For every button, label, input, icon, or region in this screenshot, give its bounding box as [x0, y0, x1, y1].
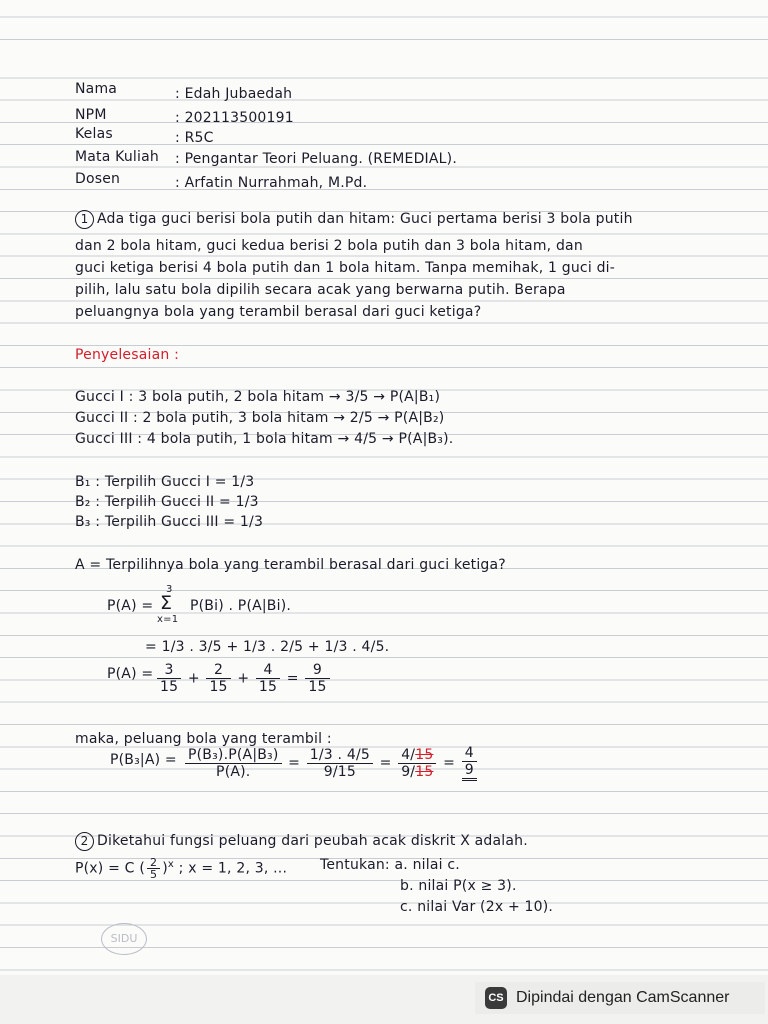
- bayes-right-numerator: 4/15: [398, 747, 436, 764]
- sigma-lower: x=1: [157, 614, 179, 625]
- maka-line: maka, peluang bola yang terambil :: [75, 731, 332, 747]
- frac-1-den: 15: [160, 679, 179, 695]
- bayes-lhs: P(B₃|A) =: [110, 752, 177, 768]
- sigma-symbol: Σ: [160, 592, 173, 614]
- q1-line-5: peluangnya bola yang terambil berasal dari guci ketiga?: [75, 304, 482, 320]
- q1-line-4: pilih, lalu satu bola dipilih secara acak yang berwarna putih. Berapa: [75, 282, 566, 298]
- sigma-upper: 3: [166, 584, 173, 595]
- bayes-denominator: P(A).: [216, 763, 251, 780]
- npm-value: : 202113500191: [175, 110, 294, 126]
- pmf-exponent: x: [167, 858, 174, 870]
- frac-3-den: 15: [258, 679, 278, 695]
- answer-numerator: 4: [462, 745, 477, 762]
- guci-1: Gucci I : 3 bola putih, 2 bola hitam → 3/5 → P(A|B₁): [75, 389, 441, 405]
- bayes-numerator: P(B₃).P(A|B₃): [185, 747, 282, 764]
- a-definition: A = Terpilihnya bola yang terambil berasal dari guci ketiga?: [75, 557, 506, 573]
- pa-frac-sum: $\frac{3}{15}$ + $\frac{2}{15}$ + $\frac{4}{15}$ = $\frac{9}{15}$: [155, 662, 332, 695]
- guci-3: Gucci III : 4 bola putih, 1 bola hitam → 4/5 → P(A|B₃).: [75, 431, 454, 447]
- q1-line-3: guci ketiga berisi 4 bola putih dan 1 bola hitam. Tanpa memihak, 1 guci di-: [75, 260, 615, 276]
- q2-number: 2: [75, 832, 94, 851]
- answer-denominator: 9: [464, 762, 474, 778]
- camscanner-watermark: [475, 982, 765, 1014]
- frac-2-den: 15: [209, 679, 228, 695]
- q1-line-2: dan 2 bola hitam, guci kedua berisi 2 bola putih dan 3 bola hitam, dan: [75, 238, 583, 254]
- pmf-lhs: P(x) = C: [75, 860, 135, 877]
- q2-part-b: b. nilai P(x ≥ 3).: [400, 878, 517, 894]
- q2-line-1: 2 Diketahui fungsi peluang dari peubah acak diskrit X adalah.: [75, 832, 528, 851]
- kelas-label: Kelas: [75, 126, 113, 142]
- pa-frac-lhs: P(A) =: [107, 666, 154, 682]
- q1-number: 1: [75, 210, 94, 229]
- frac-1-num: 3: [157, 662, 181, 679]
- kelas-value: : R5C: [175, 130, 214, 146]
- bayes-main-frac: $\frac{\text{P(B₃).P(A|B₃)}}{P(A).}$ = $\frac{1/3 . 4/5}{9/15}$ = $\frac{4/15}{9/15}$ = $\frac{4}{9}$: [183, 745, 479, 781]
- nama-label: Nama: [75, 81, 118, 97]
- frac-sum-den: 15: [308, 679, 327, 695]
- pa-rhs: P(Bi) . P(A|Bi).: [190, 598, 292, 614]
- bayes-right-denominator: 9/15: [401, 763, 434, 780]
- q2-part-c: c. nilai Var (2x + 10).: [400, 899, 554, 915]
- b2-line: B₂ : Terpilih Gucci II = 1/3: [75, 494, 259, 510]
- frac-sum-num: 9: [305, 662, 329, 679]
- q2-tentukan-a: Tentukan: a. nilai c.: [320, 857, 460, 873]
- q2-pmf: P(x) = C ( $\frac{2}{5}$ )$^x$ ; x = 1, 2, 3, ...: [75, 856, 288, 881]
- frac-2-num: 2: [206, 662, 230, 679]
- pmf-domain: ; x = 1, 2, 3, ...: [178, 860, 288, 877]
- pmf-frac-den: 5: [149, 868, 158, 881]
- matkul-value: : Pengantar Teori Peluang. (REMEDIAL).: [175, 151, 457, 167]
- camscanner-logo-icon: CS: [485, 987, 507, 1009]
- dosen-value: : Arfatin Nurrahmah, M.Pd.: [175, 175, 368, 191]
- camscanner-text: Dipindai dengan CamScanner: [516, 989, 730, 1006]
- bayes-mid-denominator: 9/15: [323, 763, 356, 780]
- matkul-label: Mata Kuliah: [75, 149, 159, 165]
- frac-3-num: 4: [256, 662, 280, 679]
- nama-value: : Edah Jubaedah: [175, 86, 293, 102]
- bayes-mid-numerator: 1/3 . 4/5: [307, 747, 373, 764]
- b3-line: B₃ : Terpilih Gucci III = 1/3: [75, 514, 264, 530]
- dosen-label: Dosen: [75, 171, 121, 187]
- pa-expansion: = 1/3 . 3/5 + 1/3 . 2/5 + 1/3 . 4/5.: [145, 639, 390, 655]
- pmf-frac-num: 2: [147, 857, 160, 869]
- q1-line-1: 1 Ada tiga guci berisi bola putih dan hitam: Guci pertama berisi 3 bola putih: [75, 210, 633, 229]
- notebook-stamp-logo: SIDU: [101, 923, 147, 955]
- solution-heading: Penyelesaian :: [75, 347, 180, 363]
- pa-lhs: P(A) =: [107, 598, 154, 614]
- guci-2: Gucci II : 2 bola putih, 3 bola hitam → 2/5 → P(A|B₂): [75, 410, 445, 426]
- npm-label: NPM: [75, 107, 107, 123]
- b1-line: B₁ : Terpilih Gucci I = 1/3: [75, 474, 255, 490]
